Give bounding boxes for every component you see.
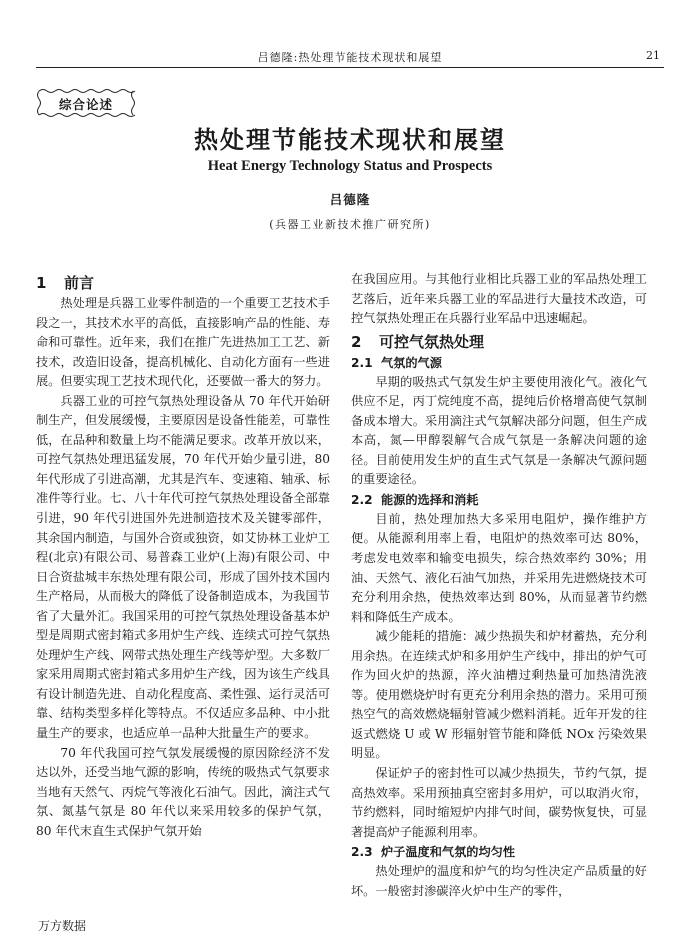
subsection-heading-2-3 bbox=[351, 842, 647, 862]
subsection-number: 2.1 bbox=[351, 355, 373, 370]
article-title-cn: 热处理节能技术现状和展望 bbox=[194, 126, 506, 154]
paragraph: 兵器工业的可控气氛热处理设备从 70 年代开始研制生产，但发展缓慢，主要原因是设备性能差，可靠性低，在品种和数量上均不能满足要求。改革开放以来，可控气氛热处理迅猛发展，70 年代开始少量引进，80 年代形成了引进高潮，尤其是汽车、变速箱、轴承、标准件等行业。七、八十年代可控气氛热处理设备全部靠引进，90 年代引进国外先进制造技术及关键零部件，其余国内制造，与国外合资或独资，如艾协林工业炉工程(北京)有限公司、易普森工业炉(上海)有限公司、中日合资盐城丰东热处理有限公司，形成了国外技术国内生产格局，从而极大的降低了设备制造成本，为我国节省了大量外汇。我国采用的可控气氛热处理设备基本炉型是周期式密封箱式多用炉生产线、连续式可控气氛热处理炉生产线、网带式热处理生产线等炉型。大多数厂家采用周期式密封箱式多用炉生产线，因为该生产线具有设计制造先进、自动化程度高、柔性强、运行灵活可靠、结构类型多样化等特点。不仅适应多品种、中小批量生产的要求，也适应单一品种大批量生产的要求。 bbox=[36, 393, 330, 741]
column-tag-label: 综合论述 bbox=[58, 97, 113, 112]
subsection-title: 能源的选择和消耗 bbox=[381, 492, 479, 507]
article-title-en: Heat Energy Technology Status and Prospects bbox=[207, 158, 493, 174]
running-header-title: 吕德隆:热处理节能技术现状和展望 bbox=[257, 51, 443, 64]
section-number: 2 bbox=[351, 332, 362, 351]
running-header bbox=[36, 49, 664, 65]
paragraph: 保证炉子的密封性可以减少热损失，节约气氛，提高热效率。采用预抽真空密封多用炉，可以取消火帘，节约燃料，同时缩短炉内排气时间，碳势恢复快，可显著提高炉子能源利用率。 bbox=[351, 766, 647, 839]
right-column bbox=[351, 270, 647, 901]
left-column bbox=[36, 270, 330, 841]
paragraph: 在我国应用。与其他行业相比兵器工业的军品热处理工艺落后，近年来兵器工业的军品进行大量技术改造，可控气氛热处理正在兵器行业军品中迅速崛起。 bbox=[351, 272, 647, 326]
subsection-number: 2.3 bbox=[351, 845, 373, 860]
affiliation: (兵器工业新技术推广研究所) bbox=[269, 218, 431, 231]
subsection-title: 气氛的气源 bbox=[381, 355, 442, 370]
paragraph: 70 年代我国可控气氛发展缓慢的原因除经济不发达以外，还受当地气源的影响，传统的吸热式气氛要求当地有天然气、丙烷气等液化石油气。因此，滴注式气氛、氮基气氛是 80 年代以来采用较多的保护气氛，80 年代末直生式保护气氛开始 bbox=[36, 745, 330, 838]
section-heading-1 bbox=[36, 272, 330, 294]
paragraph: 热处理是兵器工业零件制造的一个重要工艺技术手段之一，其技术水平的高低，直接影响产品的性能、寿命和可靠性。近年来，我们在推广先进热加工工艺、新技术，改造旧设备，提高机械化、自动化方面有一些进展。但要实现工艺技术现代化，还要做一番大的努力。 bbox=[36, 296, 330, 389]
section-heading-2 bbox=[351, 331, 647, 353]
section-number: 1 bbox=[36, 274, 47, 292]
subsection-number: 2.2 bbox=[351, 492, 373, 507]
section-title: 可控气氛热处理 bbox=[379, 332, 485, 351]
page-number: 21 bbox=[646, 49, 660, 62]
section-title: 前言 bbox=[64, 274, 95, 292]
paragraph: 目前，热处理加热大多采用电阻炉，操作维护方便。从能源利用率上看，电阻炉的热效率可达 80%，考虑发电效率和输变电损失，综合热效率约 30%；用油、天然气、液化石油气加热，并采用先进燃烧技术可充分利用余热，使热效率达到 80%，从而显著节约燃料和降低生产成本。 bbox=[351, 511, 647, 624]
header-rule bbox=[36, 67, 664, 68]
subsection-heading-2-1 bbox=[351, 353, 647, 373]
subsection-heading-2-2 bbox=[351, 490, 647, 510]
subsection-title: 炉子温度和气氛的均匀性 bbox=[381, 845, 516, 860]
paragraph: 早期的吸热式气氛发生炉主要使用液化气。液化气供应不足，丙丁烷纯度不高，提纯后价格增高使气氛制备成本增大。采用滴注式气氛解决部分问题，但生产成本高，氮—甲醇裂解气合成气氛是一条解决问题的途径。目前使用发生炉的直生式气氛是一条解决气源问题的重要途径。 bbox=[351, 374, 647, 487]
paragraph: 减少能耗的措施：减少热损失和炉材蓄热，充分利用余热。在连续式炉和多用炉生产线中，排出的炉气可作为回火炉的热源，淬火油槽过剩热量可加热清洗液等。使用燃烧炉时有更充分利用余热的潜力。采用可预热空气的高效燃烧辐射管减少燃料消耗。近年开发的往返式燃烧 U 或 W 形辐射管节能和降低 NOx 污染效果明显。 bbox=[351, 629, 647, 761]
footer-watermark: 万方数据 bbox=[38, 919, 87, 933]
column-tag bbox=[36, 88, 136, 118]
paragraph: 热处理炉的温度和炉气的均匀性决定产品质量的好坏。一般密封渗碳淬火炉中生产的零件， bbox=[351, 864, 647, 898]
author: 吕德隆 bbox=[329, 192, 371, 207]
